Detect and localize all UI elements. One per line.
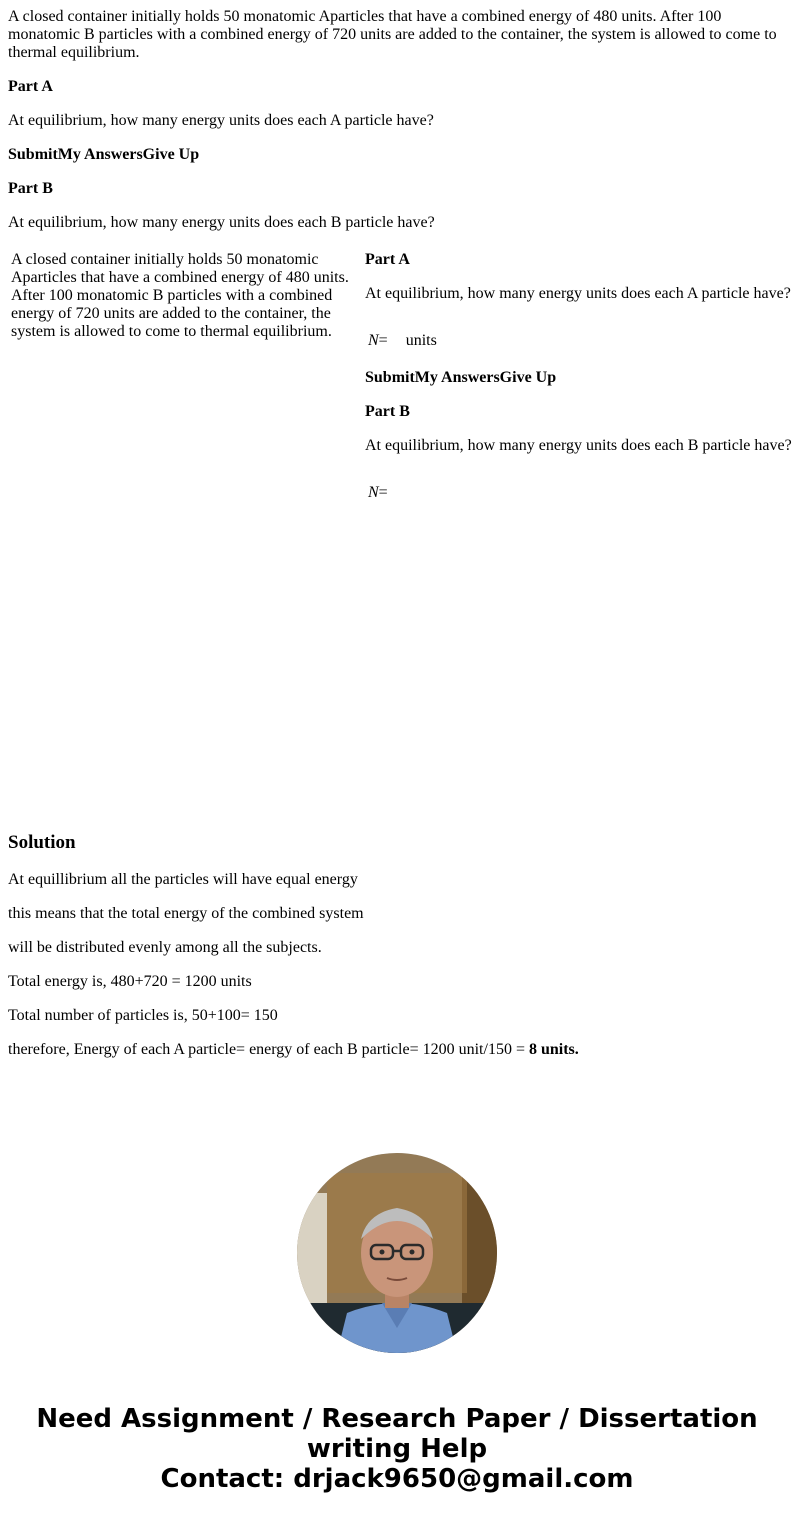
solution-line-3: will be distributed evenly among all the subjects. (8, 939, 322, 956)
answer-b-equals: = (378, 484, 388, 501)
solution-line-5: Total number of particles is, 50+100= 150 (8, 1007, 278, 1024)
promo-line-2: writing Help (306, 1434, 488, 1464)
solution-title: Solution (8, 832, 76, 853)
part-b-heading: Part B (8, 180, 53, 197)
table-right-cell (365, 251, 794, 502)
answer-a-equals: = (378, 332, 388, 349)
problem-text: A closed container initially holds 50 monatomic Aparticles that have a combined energy of 480 units. After 100 monatomic B particles with a combined energy of 720 units are added to the container, the system is allowed to come to thermal equilibrium. (8, 8, 777, 61)
table-part-a-heading: Part A (365, 251, 410, 268)
author-avatar (297, 1153, 497, 1353)
part-a-question: At equilibrium, how many energy units does each A particle have? (8, 112, 434, 129)
solution-line-6 (8, 1041, 579, 1059)
promo-banner (0, 1404, 794, 1494)
solution-line-1: At equillibrium all the particles will have equal energy (8, 871, 358, 888)
promo-line-1: Need Assignment / Research Paper / Dissertation (36, 1404, 758, 1434)
answer-b-variable: N (368, 484, 379, 501)
table-left-cell (11, 251, 353, 341)
table-problem-text: A closed container initially holds 50 monatomic Aparticles that have a combined energy of 480 units. After 100 monatomic B particles with a combined energy of 720 units are added to the container, the system is allowed to come to thermal equilibrium. (11, 251, 349, 340)
answer-b-row (368, 484, 794, 502)
solution-line-6-text: therefore, Energy of each A particle= energy of each B particle= 1200 unit/150 = (8, 1041, 529, 1058)
table-part-b-heading: Part B (365, 403, 410, 420)
solution-answer: 8 units. (528, 1041, 579, 1058)
part-b-question: At equilibrium, how many energy units does each B particle have? (8, 214, 435, 231)
table-submit-row: SubmitMy AnswersGive Up (365, 369, 557, 386)
part-a-heading: Part A (8, 78, 53, 95)
answer-a-unit: units (405, 332, 437, 349)
solution-line-2: this means that the total energy of the combined system (8, 905, 364, 922)
intro-section (8, 8, 788, 232)
answer-a-row (368, 332, 794, 350)
promo-contact: Contact: drjack9650@gmail.com (160, 1464, 634, 1494)
avatar-illustration (297, 1153, 497, 1353)
answer-a-variable: N (368, 332, 379, 349)
solution-line-4: Total energy is, 480+720 = 1200 units (8, 973, 252, 990)
table-part-b-question: At equilibrium, how many energy units does each B particle have? (365, 437, 792, 454)
table-part-a-question: At equilibrium, how many energy units does each A particle have? (365, 285, 791, 302)
submit-row: SubmitMy AnswersGive Up (8, 146, 200, 163)
